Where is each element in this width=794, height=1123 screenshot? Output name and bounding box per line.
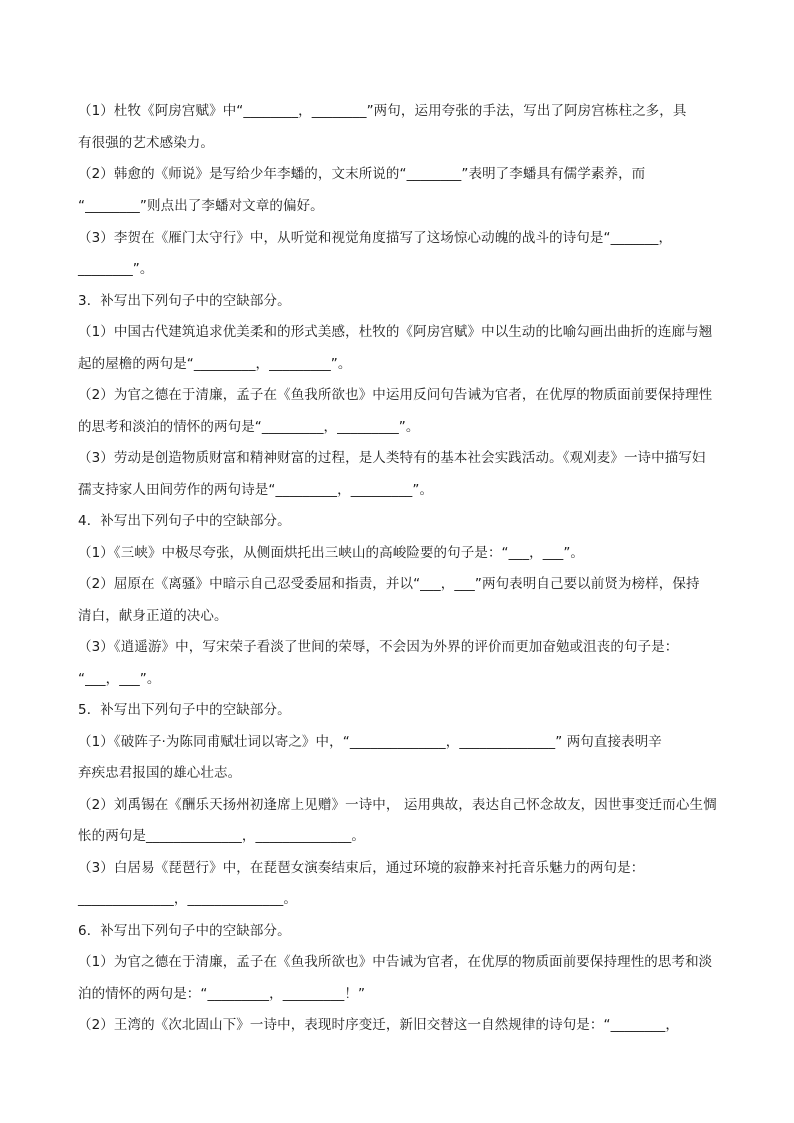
q4-2-line-1: （2）屈原在《离骚》中暗示自己忍受委屈和指责，并以“___，___”两句表明自己要以前贤为榜样，保持	[78, 576, 700, 592]
q3-3-line-1: （3）劳动是创造物质财富和精神财富的过程，是人类特有的基本社会实践活动。《观刈麦》一诗中描写妇	[78, 450, 706, 466]
q5-2-line-1: （2）刘禹锡在《酬乐天扬州初逢席上见赠》一诗中， 运用典故，表达自己怀念故友，因世事变迁而心生惆	[78, 797, 717, 813]
q2-3-line-1: （3）李贺在《雁门太守行》中，从听觉和视觉角度描写了这场惊心动魄的战斗的诗句是“_______，	[78, 230, 673, 246]
q5-1-line-2: 弃疾忠君报国的雄心壮志。	[78, 765, 242, 781]
q4-2-line-2: 清白，献身正道的决心。	[78, 608, 228, 624]
q6-heading: 6．补写出下列句子中的空缺部分。	[78, 923, 291, 939]
q3-2-line-2: 的思考和淡泊的情怀的两句是“_________，_________”。	[78, 419, 420, 435]
q4-1-line-1: （1）《三峡》中极尽夸张，从侧面烘托出三峡山的高峻险要的句子是：“___，___”。	[78, 545, 585, 561]
q2-1-line-2: 有很强的艺术感染力。	[78, 135, 214, 151]
q6-2-line-1: （2）王湾的《次北固山下》一诗中，表现时序变迁，新旧交替这一自然规律的诗句是：“________，	[78, 1017, 679, 1033]
q5-1-line-1: （1）《破阵子·为陈同甫赋壮词以寄之》中，“______________，______________” 两句直接表明辛	[78, 734, 662, 750]
q4-3-line-1: （3）《逍遥游》中，写宋荣子看淡了世间的荣辱，不会因为外界的评价而更加奋勉或沮丧的句子是：	[78, 639, 679, 655]
q5-3-line-2: ______________，______________。	[78, 891, 297, 907]
q3-3-line-2: 孺支持家人田间劳作的两句诗是“_________，_________”。	[78, 482, 434, 498]
q2-2-line-1: （2）韩愈的《师说》是写给少年李蟠的，文末所说的“________”表明了李蟠具有儒学素养，而	[78, 166, 646, 182]
q3-heading: 3．补写出下列句子中的空缺部分。	[78, 293, 291, 309]
q5-2-line-2: 怅的两句是______________，______________。	[78, 828, 365, 844]
q3-2-line-1: （2）为官之德在于清廉，孟子在《鱼我所欲也》中运用反问句告诫为官者，在优厚的物质面前要保持理性	[78, 387, 713, 403]
q2-3-line-2: ________”。	[78, 261, 154, 277]
q5-heading: 5．补写出下列句子中的空缺部分。	[78, 702, 291, 718]
q3-1-line-1: （1）中国古代建筑追求优美柔和的形式美感，杜牧的《阿房宫赋》中以生动的比喻勾画出曲折的连廊与翘	[78, 324, 713, 340]
q6-1-line-2: 泊的情怀的两句是：“_________，_________！”	[78, 986, 366, 1002]
q2-2-line-2: “________”则点出了李蟠对文章的偏好。	[78, 198, 324, 214]
q4-heading: 4．补写出下列句子中的空缺部分。	[78, 513, 291, 529]
q6-1-line-1: （1）为官之德在于清廉，孟子在《鱼我所欲也》中告诫为官者，在优厚的物质面前要保持理性的思考和淡	[78, 954, 713, 970]
q3-1-line-2: 起的屋檐的两句是“_________，_________”。	[78, 356, 352, 372]
q5-3-line-1: （3）白居易《琵琶行》中，在琵琶女演奏结束后，通过环境的寂静来衬托音乐魅力的两句是：	[78, 860, 645, 876]
q4-3-line-2: “___，___”。	[78, 671, 161, 687]
q2-1-line-1: （1）杜牧《阿房宫赋》中“________，________”两句，运用夸张的手法，写出了阿房宫栋柱之多，具	[78, 103, 687, 119]
